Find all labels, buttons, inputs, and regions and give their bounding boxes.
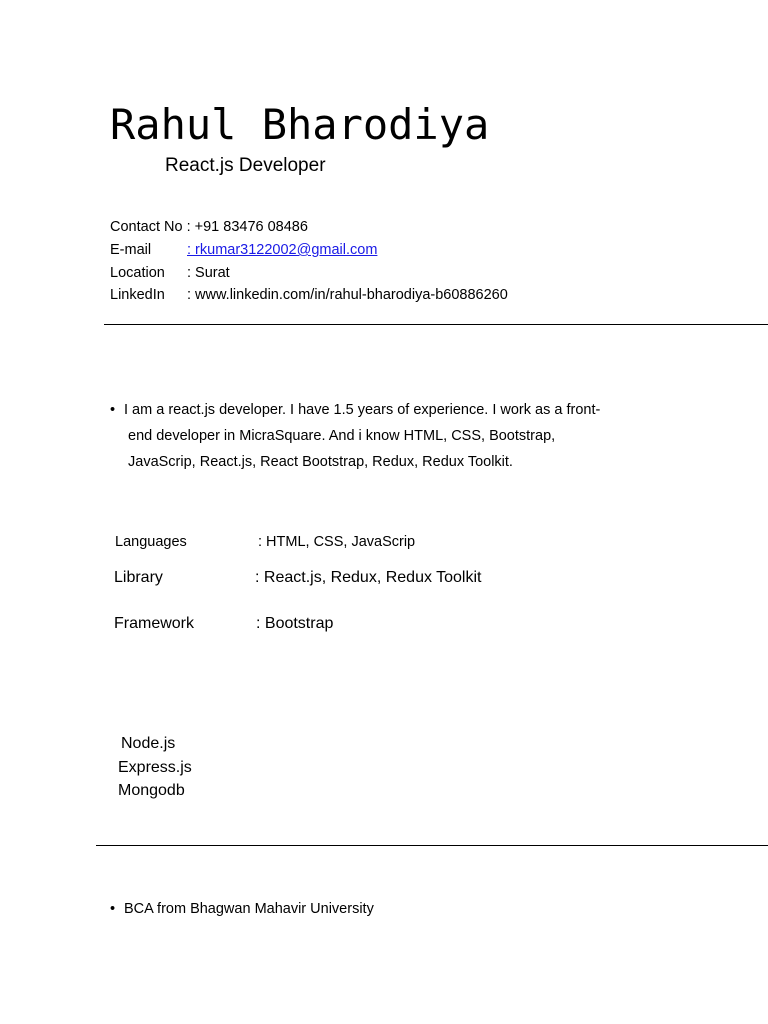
skill-label-library: Library [114,569,163,586]
contact-phone-row [110,218,308,236]
section-divider [104,324,768,325]
list-item: Mongodb [118,782,185,799]
list-item: Express.js [118,759,192,776]
candidate-name: Rahul Bharodiya [110,100,490,149]
skill-label-framework: Framework [114,615,195,632]
phone-value: : +91 83476 08486 [186,219,308,235]
location-value: : Surat [187,265,230,281]
skill-value-framework: : Bootstrap [256,615,334,632]
education-bullet: • [110,901,116,917]
summary-line: end developer in MicraSquare. And i know HTML, CSS, Bootstrap, [128,428,556,444]
phone-label: Contact No [110,219,183,235]
skill-label-languages: Languages [115,534,187,550]
summary-line: JavaScrip, React.js, React Bootstrap, Redux, Redux Toolkit. [128,454,513,470]
section-divider [96,845,768,846]
job-title: React.js Developer [165,155,326,176]
skill-value-library: : React.js, Redux, Redux Toolkit [255,569,482,586]
education-item: BCA from Bhagwan Mahavir University [124,901,374,917]
skill-value-languages: : HTML, CSS, JavaScrip [258,534,416,550]
contact-location-label: Location [110,265,165,281]
summary-bullet: • [110,402,116,418]
email-link[interactable]: : rkumar3122002@gmail.com [187,242,378,258]
summary-line: I am a react.js developer. I have 1.5 years of experience. I work as a front- [124,402,601,418]
contact-email-label: E-mail [110,242,152,258]
contact-linkedin-label: LinkedIn [110,287,165,303]
list-item: Node.js [121,735,176,752]
linkedin-value: : www.linkedin.com/in/rahul-bharodiya-b60886260 [187,287,508,303]
